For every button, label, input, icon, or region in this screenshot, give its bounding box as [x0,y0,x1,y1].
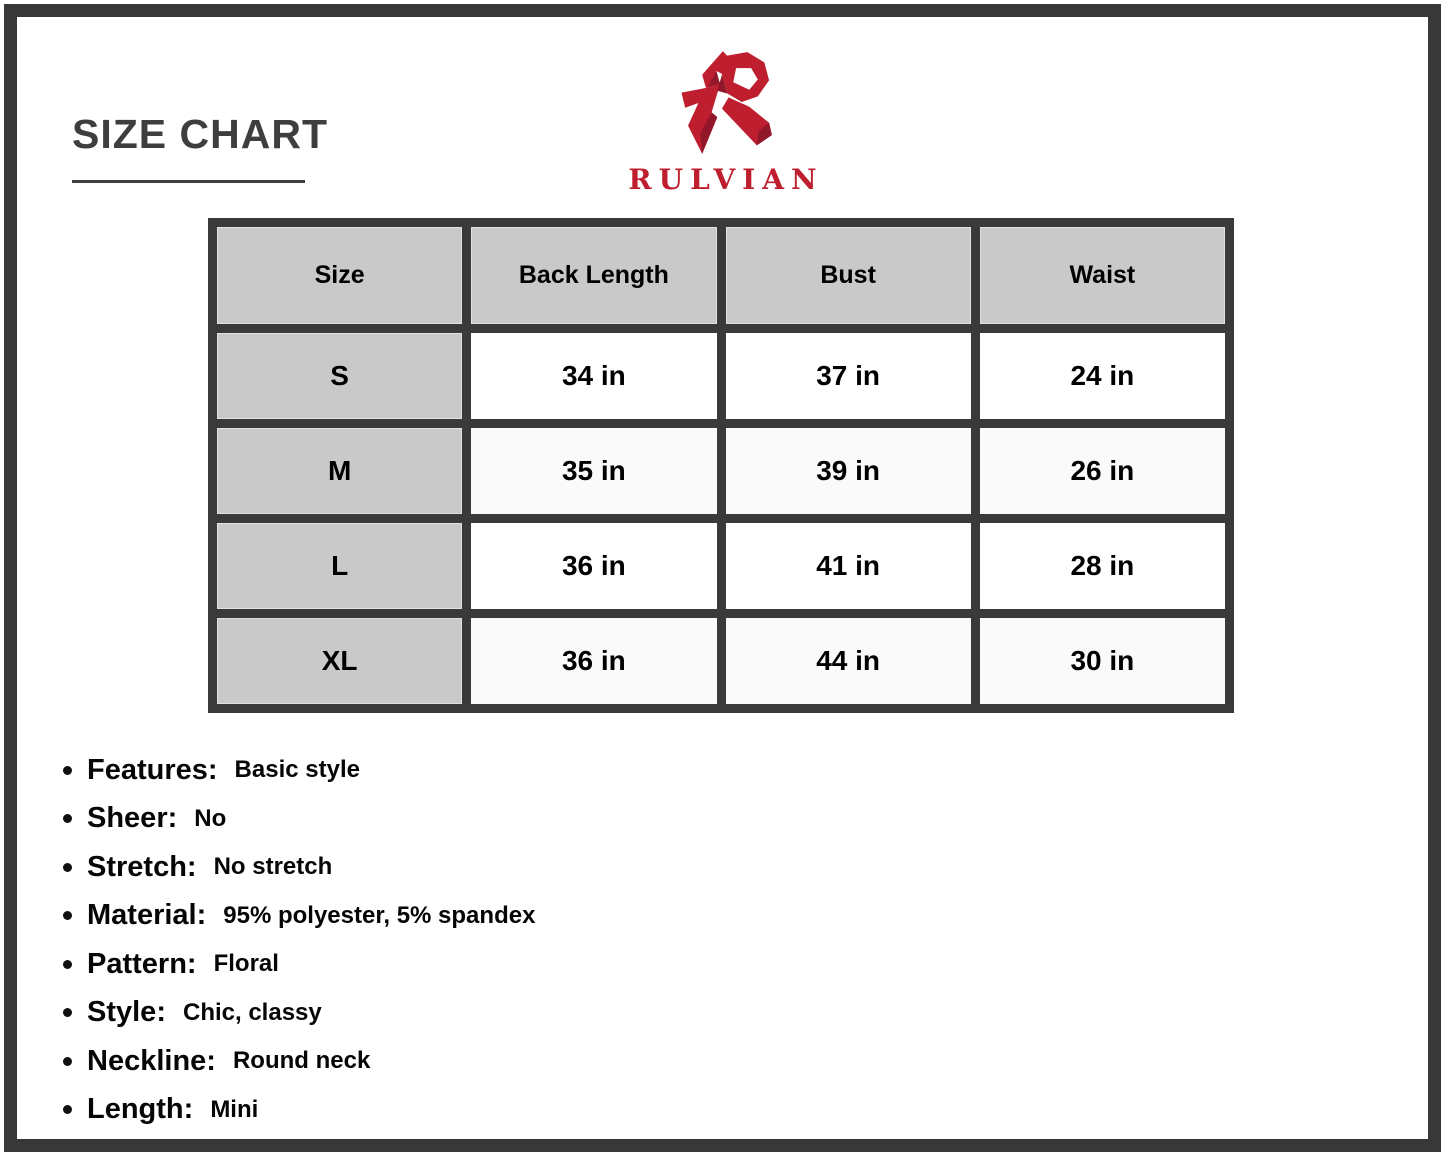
detail-label: Stretch: [87,850,197,883]
size-cell: M [217,428,462,514]
bust-cell: 37 in [726,333,971,419]
bullet-icon [63,1057,72,1066]
title-block [72,111,328,183]
waist-cell: 30 in [980,618,1225,704]
detail-label: Pattern: [87,947,197,980]
column-header-waist: Waist [980,227,1225,324]
table-row-l [217,523,1225,609]
detail-value: Mini [210,1095,259,1123]
brand-name: RULVIAN [628,163,824,196]
waist-cell: 28 in [980,523,1225,609]
back-length-cell: 36 in [471,618,716,704]
size-cell: S [217,333,462,419]
list-item-neckline [63,1037,535,1086]
product-details-list [63,746,535,1134]
list-item-length [63,1086,535,1135]
bust-cell: 39 in [726,428,971,514]
list-item-material [63,892,535,941]
detail-value: No [194,804,227,832]
size-cell: XL [217,618,462,704]
brand-logo [621,48,823,196]
detail-label: Length: [87,1093,194,1126]
list-item-style [63,989,535,1038]
waist-cell: 24 in [980,333,1225,419]
list-item-stretch [63,843,535,892]
detail-label: Features: [87,753,218,786]
detail-value: No stretch [213,853,333,881]
table-row-xl [217,618,1225,704]
column-header-size: Size [217,227,462,324]
bust-cell: 44 in [726,618,971,704]
back-length-cell: 36 in [471,523,716,609]
list-item-features [63,746,535,795]
detail-value: Floral [213,950,279,978]
bust-cell: 41 in [726,523,971,609]
size-cell: L [217,523,462,609]
list-item-sheer [63,795,535,844]
size-table [208,218,1234,713]
title-underline [72,180,305,183]
back-length-cell: 35 in [471,428,716,514]
column-header-back-length: Back Length [471,227,716,324]
bullet-icon [63,1008,72,1017]
bullet-icon [63,1105,72,1114]
table-row-s [217,333,1225,419]
bullet-icon [63,960,72,969]
table-row-m [217,428,1225,514]
column-header-bust: Bust [726,227,971,324]
bullet-icon [63,814,72,823]
bullet-icon [63,911,72,920]
bullet-icon [63,766,72,775]
brand-r-icon [673,48,771,158]
size-table-header-row [217,227,1225,324]
page-title: SIZE CHART [72,111,328,157]
detail-label: Neckline: [87,1044,216,1077]
detail-value: Chic, classy [182,998,322,1026]
waist-cell: 26 in [980,428,1225,514]
list-item-pattern [63,940,535,989]
detail-label: Sheer: [87,802,178,835]
detail-value: Round neck [232,1047,371,1075]
detail-value: Basic style [234,756,360,784]
bullet-icon [63,863,72,872]
back-length-cell: 34 in [471,333,716,419]
detail-label: Style: [87,996,166,1029]
detail-value: 95% polyester, 5% spandex [223,901,536,929]
detail-label: Material: [87,899,207,932]
